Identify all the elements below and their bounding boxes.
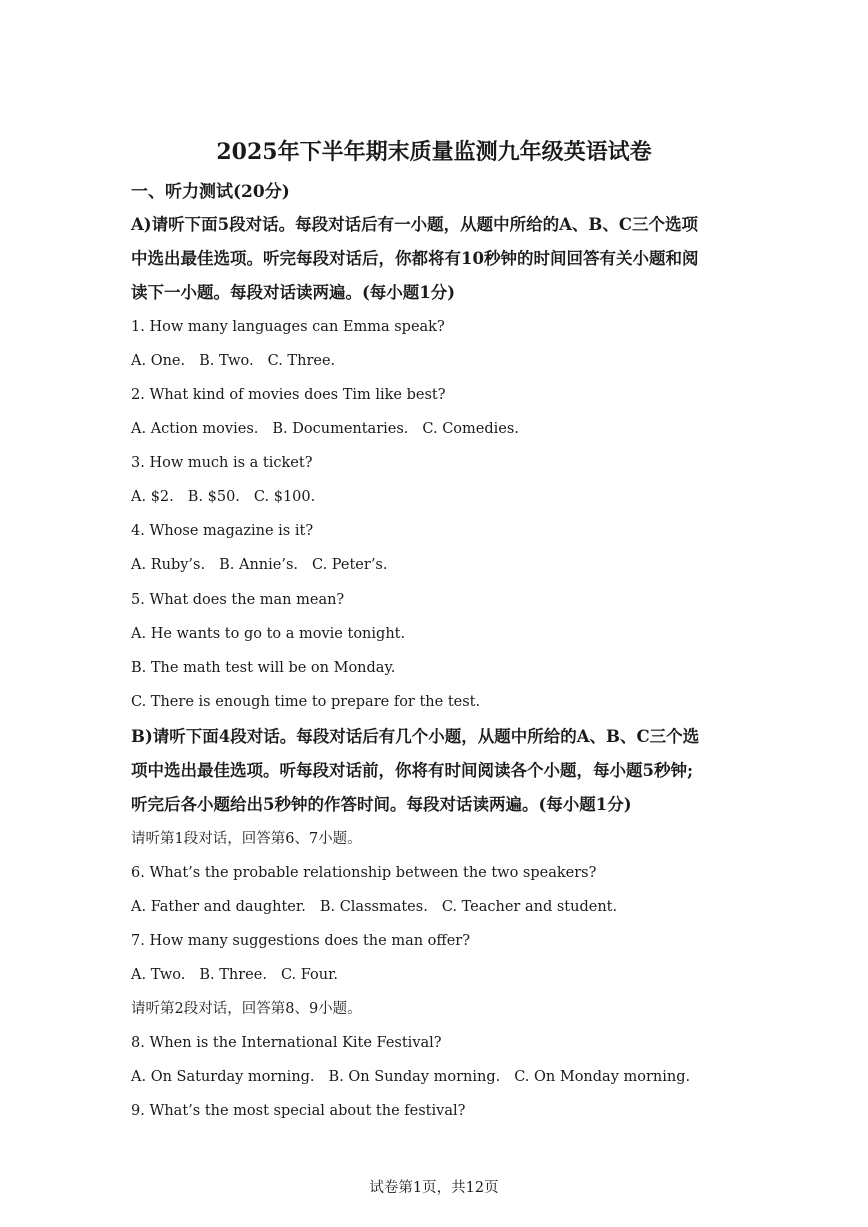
option-b: B. Classmates. [319,899,428,915]
option-c: C. Peter’s. [312,557,388,573]
question-1: 1. How many languages can Emma speak? [131,319,445,335]
exam-title: 2025年下半年期末质量监测九年级英语试卷 [216,139,652,165]
option-c: C. $100. [253,489,316,505]
dialogue-2-note: 请听第2段对话，回答第8、9小题。 [131,1001,362,1017]
option-b: B. Annie’s. [219,557,298,573]
question-7-options [131,965,338,985]
option-c: C. Three. [267,353,336,369]
part-a-instructions-line: 读下一小题。每段对话读两遍。(每小题1分) [131,283,456,302]
option-c: C. Four. [280,967,339,983]
part-b-instructions-line: 听完后各小题给出5秒钟的作答时间。每段对话读两遍。(每小题1分) [131,795,632,814]
option-a: A. Father and daughter. [131,899,306,915]
question-7: 7. How many suggestions does the man offer? [131,933,470,949]
question-1-options [131,351,335,371]
dialogue-1-note: 请听第1段对话，回答第6、7小题。 [131,831,362,847]
option-a: A. Action movies. [131,421,259,437]
option-a: A. Ruby’s. [131,557,206,573]
part-b-instructions [131,720,741,822]
question-6: 6. What’s the probable relationship between the two speakers? [131,865,597,881]
question-8-options [131,1067,690,1087]
question-4-options [131,555,387,575]
part-a-instructions-line: 中选出最佳选项。听完每段对话后，你都将有10秒钟的时间回答有关小题和阅 [131,249,699,268]
question-6-options [131,897,617,917]
part-b-instructions-line: 项中选出最佳选项。听每段对话前，你将有时间阅读各个小题，每小题5秒钟; [131,761,694,780]
question-4: 4. Whose magazine is it? [131,523,314,539]
option-a: A. Two. [131,967,186,983]
question-8: 8. When is the International Kite Festival? [131,1035,442,1051]
option-b: B. Documentaries. [272,421,409,437]
option-b: B. Three. [199,967,267,983]
option-a: A. One. [131,353,186,369]
option-a: A. On Saturday morning. [131,1069,315,1085]
option-a: A. $2. [131,489,174,505]
option-b: B. $50. [187,489,240,505]
option-c: C. On Monday morning. [514,1069,691,1085]
part-a-instructions [131,208,741,310]
option-b: B. On Sunday morning. [328,1069,501,1085]
option-c: C. Comedies. [422,421,519,437]
page-footer: 试卷第1页，共12页 [369,1180,499,1196]
part-a-instructions-line: A)请听下面5段对话。每段对话后有一小题，从题中所给的A、B、C三个选项 [131,215,698,234]
part-b-instructions-line: B)请听下面4段对话。每段对话后有几个小题，从题中所给的A、B、C三个选 [131,727,700,746]
question-5: 5. What does the man mean? [131,592,345,608]
option-b: B. The math test will be on Monday. [131,660,396,676]
question-3-options [131,487,315,507]
question-2: 2. What kind of movies does Tim like best? [131,387,446,403]
option-a: A. He wants to go to a movie tonight. [131,626,406,642]
option-c: C. There is enough time to prepare for the test. [131,694,481,710]
question-2-options [131,419,519,439]
question-9: 9. What’s the most special about the festival? [131,1103,466,1119]
option-b: B. Two. [199,353,254,369]
question-3: 3. How much is a ticket? [131,455,313,471]
section-heading-listening: 一、听力测试(20分) [131,182,290,202]
option-c: C. Teacher and student. [441,899,618,915]
